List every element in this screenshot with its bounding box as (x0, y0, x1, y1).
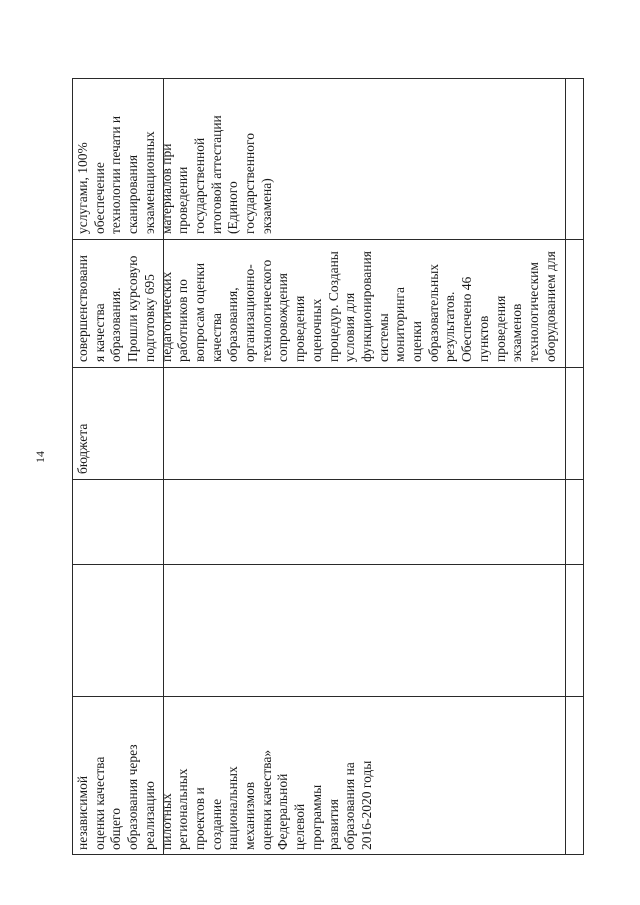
program-name-cell: независимой оценки качества общего образования через реализацию пилотных региональных проектов и создание национальных механизмов оценки качества» Федеральной целевой программы развития образования на 2016-2020 годы (75, 744, 374, 850)
funding-source-cell: бюджета (75, 423, 90, 474)
table-content (73, 79, 585, 856)
outcomes-cell: услугами, 100% обеспечение технологии печати и сканирования экзаменационных материалов при проведении государственной итоговой аттестации (Единого государственного экзамена) (75, 115, 274, 234)
table (72, 78, 584, 855)
page-number: 14 (33, 451, 47, 463)
results-cell: совершенствовани я качества образования. Прошли курсовую подготовку 695 педагогических работников по вопросам оценки качества образования, организационно- технологического сопровождения проведения оценочных процедур. Созданы условия для функционирования системы мониторинга оценки образовательных результатов. Обеспечено 46 пунктов проведения экзаменов технологическим оборудованием для (75, 251, 558, 362)
